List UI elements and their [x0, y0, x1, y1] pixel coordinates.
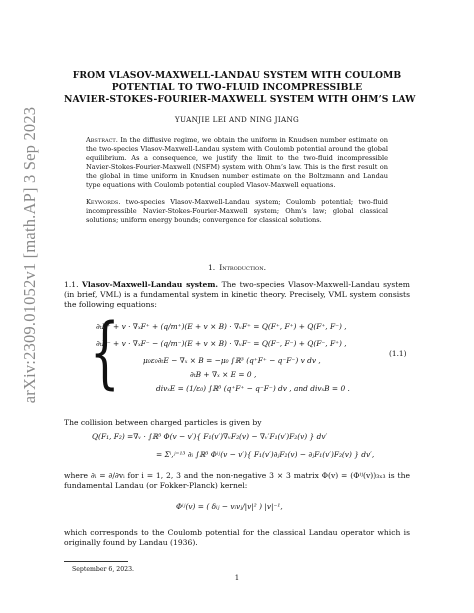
- collision-equation-line: Q(F₁, F₂) =∇ᵥ · ∫ℝ³ Φ(v − v′){ F₁(v′)∇ᵥF₂(v) − ∇ᵥ′F₁(v′)F₂(v) } dv′: [92, 432, 328, 441]
- subsection-number: 1.1.: [64, 280, 79, 289]
- arxiv-stamp: arXiv:2309.01052v1 [math.AP] 3 Sep 2023: [20, 106, 39, 404]
- abstract-label: Abstract.: [86, 136, 118, 144]
- closing-paragraph: which corresponds to the Coulomb potential for the classical Landau operator which is originally found by Landau (1936).: [64, 528, 410, 548]
- equation-line: μ₀ε₀∂ₜE − ∇ₓ × B = −μ₀ ∫ℝ³ (q⁺F⁺ − q⁻F⁻) v dv ,: [143, 356, 321, 365]
- section-number: 1.: [207, 263, 216, 272]
- footnote: September 6, 2023.: [72, 566, 135, 573]
- keywords: [86, 198, 388, 225]
- collision-intro: The collision between charged particles is given by: [64, 418, 262, 427]
- abstract: [86, 136, 388, 191]
- collision-equation-line: = Σⁱ,ʲ⁼¹³ ∂ᵢ ∫ℝ³ Φⁱʲ(v − v′){ F₁(v′)∂ⱼF₂(v) − ∂ⱼF₁(v′)F₂(v) } dv′,: [156, 450, 375, 459]
- title-line: FROM VLASOV-MAXWELL-LANDAU SYSTEM WITH COULOMB: [72, 70, 402, 81]
- system-brace: {: [89, 308, 120, 398]
- equation-line: ∂ₜF⁻ + v · ∇ₓF⁻ − (q/m⁻)(E + v × B) · ∇ᵥF⁻ = Q(F⁻, F⁻) + Q(F⁻, F⁺) ,: [96, 339, 347, 348]
- section-heading: [64, 263, 410, 272]
- subsection-paragraph: [64, 280, 410, 311]
- equation-line: divₓE = (1/ε₀) ∫ℝ³ (q⁺F⁺ − q⁻F⁻) dv , and divₓB = 0 .: [156, 384, 350, 393]
- page-number: 1: [234, 574, 240, 582]
- equation-line: ∂ₜF⁺ + v · ∇ₓF⁺ + (q/m⁺)(E + v × B) · ∇ᵥF⁺ = Q(F⁺, F⁺) + Q(F⁺, F⁻) ,: [96, 322, 347, 331]
- kernel-equation: Φⁱʲ(v) = ( δᵢⱼ − vᵢvⱼ/|v|² ) |v|⁻¹,: [176, 502, 283, 511]
- footnote-rule: [64, 561, 128, 562]
- title-line: POTENTIAL TO TWO-FLUID INCOMPRESSIBLE: [111, 82, 363, 93]
- equation-line: ∂ₜB + ∇ₓ × E = 0 ,: [190, 370, 257, 379]
- authors: YUANJIE LEI AND NING JIANG: [174, 115, 300, 124]
- abstract-text: In the diffusive regime, we obtain the uniform in Knudsen number estimate on the two-species Vlasov-Maxwell-Landau system with Coulomb potential around the global equilibrium. As a consequence, we justify the limit to the two-fluid incompressible Navier-Stokes-Fourier-Maxwell (NSFM) system with Ohm’s law. This is the first result on the global in time uniform in Knudsen number estimate on the Boltzmann and Landau type equations with Coulomb potential coupled Vlasov-Maxwell equations.: [86, 136, 388, 190]
- equation-label: (1.1): [389, 349, 407, 358]
- subsection-text: The two-species Vlasov-Maxwell-Landau system (in brief, VML) is a fundamental system in kinetic theory. Precisely, VML system consists the following equations:: [64, 280, 410, 310]
- section-title: Introduction.: [219, 263, 267, 272]
- where-paragraph: where ∂ᵢ = ∂/∂vᵢ for i = 1, 2, 3 and the non-negative 3 × 3 matrix Φ(v) = (Φⁱʲ(v))₃ₓ₃ is the fundamental Landau (or Fokker-Planck) kernel:: [64, 471, 410, 491]
- keywords-label: Keywords.: [86, 198, 121, 206]
- title-line: NAVIER-STOKES-FOURIER-MAXWELL SYSTEM WITH OHM’S LAW: [64, 94, 416, 105]
- keywords-text: two-species Vlasov-Maxwell-Landau system; Coulomb potential; two-fluid incompressible Navier-Stokes-Fourier-Maxwell system; Ohm’s law; global classical solutions; uniform energy bounds; convergence for classical solutions.: [86, 198, 388, 225]
- paper-title: [64, 70, 416, 106]
- subsection-title: Vlasov-Maxwell-Landau system.: [82, 280, 219, 289]
